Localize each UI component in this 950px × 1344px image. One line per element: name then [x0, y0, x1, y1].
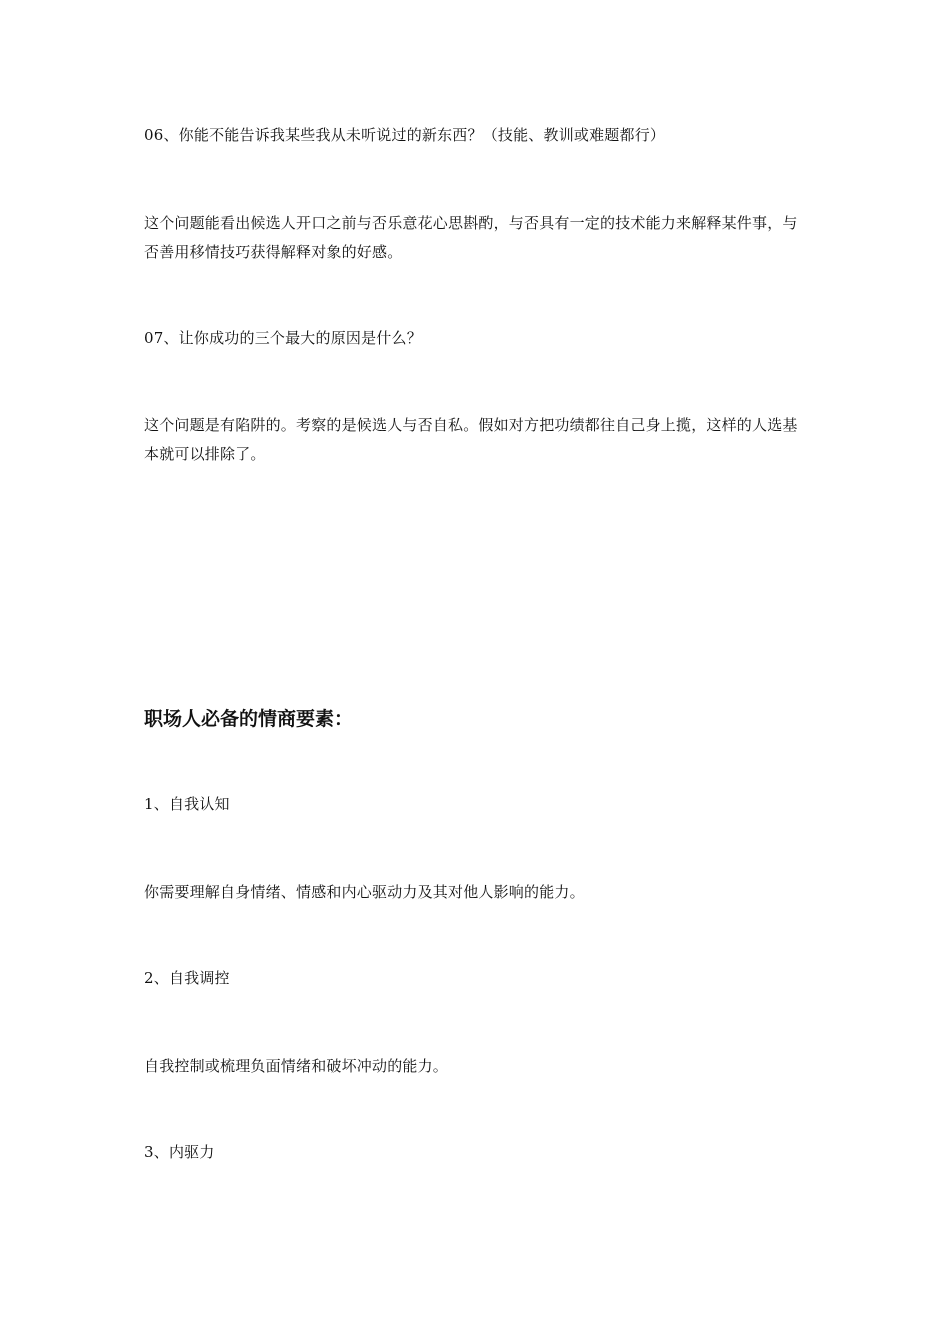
item-3-title: 3、内驱力	[144, 1143, 215, 1161]
question-07-answer: 这个问题是有陷阱的。考察的是候选人与否自私。假如对方把功绩都往自己身上揽，这样的人选基本就可以排除了。	[144, 416, 798, 463]
question-07: 07、让你成功的三个最大的原因是什么？	[144, 329, 422, 347]
section-title: 职场人必备的情商要素：	[144, 708, 354, 730]
item-2-text: 自我控制或梳理负面情绪和破坏冲动的能力。	[144, 1057, 449, 1075]
item-1-text: 你需要理解自身情绪、情感和内心驱动力及其对他人影响的能力。	[144, 883, 585, 901]
question-06: 06、你能不能告诉我某些我从未听说过的新东西？（技能、教训或难题都行）	[144, 126, 666, 144]
item-1-title: 1、自我认知	[144, 795, 230, 813]
question-06-answer: 这个问题能看出候选人开口之前与否乐意花心思斟酌，与否具有一定的技术能力来解释某件事，与否善用移情技巧获得解释对象的好感。	[144, 214, 798, 261]
item-2-title: 2、自我调控	[144, 969, 230, 987]
